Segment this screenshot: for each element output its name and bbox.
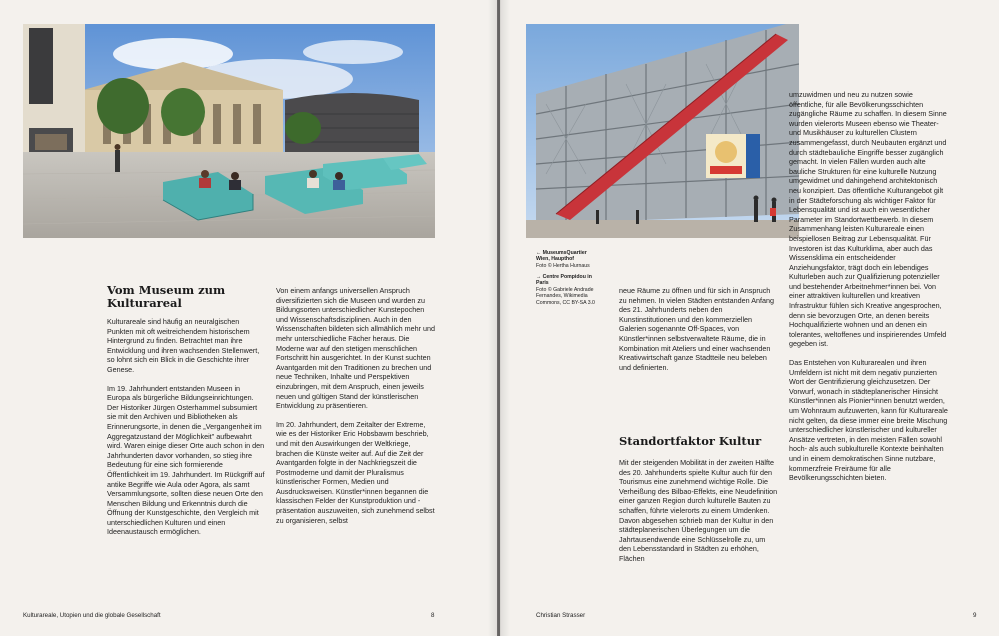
caption-title: ← MuseumsQuartier Wien, Haupthof [536,250,587,263]
paragraph: Kulturareale sind häufig an neuralgischen Punkten mit oft weitreichendem historischem Hintergrund zu finden. Betrachtet man ihre Entwicklung und ihren wachsenden Stellenwert, so lohnt sich ein Blick in die Geschichte ihrer Genese. [107,317,260,374]
caption-title: → Centre Pompidou in Paris [536,274,592,287]
left-column-2 [276,286,436,534]
caption-credit: Foto © Gabriele Andrade Fernandes, Wikimedia Commons, CC BY-SA 3.0 [536,286,595,306]
right-page-number: 9 [973,612,977,619]
section-heading-museum: Vom Museum zum Kulturareal [107,283,226,310]
left-page-number: 8 [431,612,435,619]
right-footer-title: Christian Strasser [536,612,586,619]
right-column-1-bottom [619,458,779,573]
paragraph: Das Entstehen von Kulturarealen und ihren Umfeldern ist nicht mit dem negativ punzierten Wort der Gentrifizierung gleichzusetzen. Der Vorwurf, wonach in städteplanerischer Hinsicht Künstler*innen als Pionier*innen benutzt werden, um Wohnraum aufzuwerten, kann für Kulturareale nicht gelten, da diese immer eine breite Mischung unterschiedlicher künstlerischer und kultureller Ansätze vertreten, in den meisten Fällen sowohl hoch- als auch subkulturelle Kontexte beinhalten und in einem demokratischen Sinne nutzbare, kommerzfreie Freiräume für alle Bevölkerungsschichten bieten. [789,358,948,483]
left-footer-title: Kulturareale, Utopien und die globale Gesellschaft [23,612,161,619]
left-page [0,0,497,636]
photo-caption-pompidou [536,274,596,306]
right-page [500,0,999,636]
museumsquartier-photo-art [23,24,435,238]
right-column-2 [789,90,949,492]
paragraph: Im 19. Jahrhundert entstanden Museen in Europa als bürgerliche Bildungseinrichtungen. Der Historiker Jürgen Osterhammel subsumiert sie mit den Archiven und Bibliotheken als Erinnerungsorte, in denen die „Vergangenheit im Aggregatzustand der Möglichkeit" aufbewahrt wird. Waren einige dieser Orte auch schon in den Jahrhunderten davor vorhanden, so stieg ihre Bedeutung für eine sich formierende Öffentlichkeit im 19. Jahrhundert. Im Rückgriff auf antike Begriffe wie Aula oder Agora, als samt Versammlungsorte, sollten diese neuen Orte den Menschen Bildung und Erkenntnis durch die Öffnung der Kunstgeschichte, den Vergleich mit unterschiedlichen Kulturen und einen Ideenaustausch ermöglichen. [107,383,265,537]
paragraph: umzuwidmen und neu zu nutzen sowie öffentliche, für alle Bevölkerungsschichten zugängliche Räume zu schaffen. In diesem Sinne wurden vielerorts Museen ebenso wie Theater- und Musikhäuser zu kulturellen Clustern zusammengefasst, durch Neubauten ergänzt und durch städtebauliche Eingriffe besser zugänglich gemacht. In vielen Fällen wurden auch alte bauliche Strukturen für eine kulturelle Nutzung umgewidmet und dahingehend architektonisch neu konzipiert. Das öffentliche Kulturangebot gilt in der Städteforschung als wichtiger Faktor für Lebensqualität und ist auch ein wesentlicher Parameter im Standortwettbewerb. In diesem Zusammenhang leisten Kulturareale einen beispiellosen Beitrag zur Lebensqualität. Für Investoren ist das Kulturklima, aber auch das Wissensklima ein entscheidender Anziehungsfaktor, trägt doch ein lebendiges Kulturleben auch zur Qualifizierung potenzieller und bestehender Arbeitnehmer*innen bei. Von einer attraktiven kulturellen und kreativen Infrastruktur fühlen sich Kreative angesprochen, denn sie bevorzugen Orte, an denen bereits Hochqualifizierte wohnen und an denen ein tolerantes, weltoffenes und inspirierendes Umfeld gegeben ist. [789,90,947,349]
right-column-1-top [619,286,779,381]
paragraph: Im 20. Jahrhundert, dem Zeitalter der Extreme, wie es der Historiker Eric Hobsbawm beschrieb, und mit den Auswirkungen der Weltkriege, brachen die Künste weiter auf. Auf die Zeit der Avantgarden folgte in der Nachkriegszeit die Postmoderne und damit der Pluralismus künstlerischer Formen, Medien und Ausdrucksweisen. Künstler*innen begannen die klassischen Felder der Kunstproduktion und -präsentation auszuweiten, sich zunehmend selbst zu organisieren, selbst [276,419,435,525]
caption-credit: Foto © Hertha Hurnaus [536,262,590,269]
museumsquartier-photo [23,24,435,238]
photo-caption-museumsquartier [536,250,596,269]
paragraph: Mit der steigenden Mobilität in der zweiten Hälfte des 20. Jahrhunderts spielte Kultur auch für den Tourismus eine zunehmend wichtige Rolle. Die Verheißung des Bilbao-Effekts, eine Neudefinition einer ganzen Region durch kulturelle Bauten zu schaffen, führte vielerorts zu einem Umdenken. Davon abgesehen schrieb man der Kultur in den städteplanerischen Überlegungen um die Jahrtausendwende eine Schlüsselrolle zu, um den Lebensstandard in Städten zu erhöhen, Flächen [619,458,778,563]
centre-pompidou-photo [526,24,799,238]
paragraph: Von einem anfangs universellen Anspruch diversifizierten sich die Museen und wurden zu Bildungsorten unterschiedlicher Kunstepochen und Wissenschaftsdisziplinen. Auch in den Wissenschaften bildeten sich allmählich mehr und mehr unterschiedliche Fächer heraus. Die Moderne war auf den stetigen menschlichen Fortschritt hin ausgerichtet. In der Kunst suchten Avantgarden mit den Traditionen zu brechen und neue Techniken, Inhalte und Perspektiven einzubringen, mit dem Anspruch, einen jeweils neuen und gültigen Stand der künstlerischen Entwicklung zu präsentieren. [276,286,436,411]
centre-pompidou-photo-art [526,24,799,238]
paragraph: neue Räume zu öffnen und für sich in Anspruch zu nehmen. In vielen Städten entstanden Anfang des 21. Jahrhunderts neben den Kunstinstitutionen und den kommerziellen Galerien sogenannte Off-Spaces, von Künstler*innen selbstverwaltete Räume, die in Kombination mit Ateliers und einer wachsenden Kreativwirtschaft ganze Stadtteile neu beleben und definierten. [619,286,775,372]
left-column-1 [107,317,265,546]
section-heading-standortfaktor: Standortfaktor Kultur [619,434,762,448]
